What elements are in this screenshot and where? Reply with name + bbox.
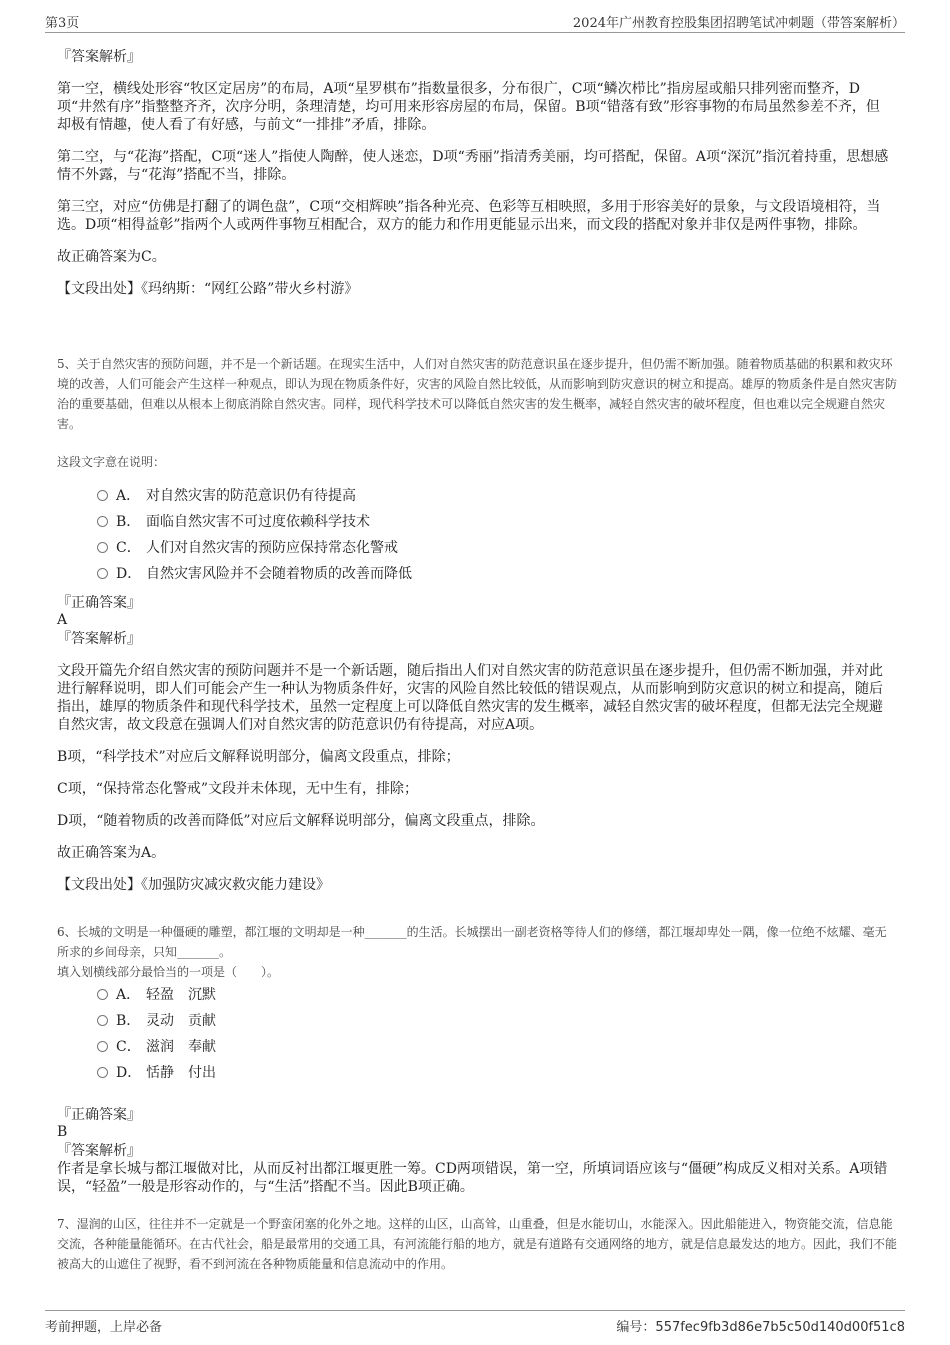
option-d[interactable]: D． 自然灾害风险并不会随着物质的改善而降低 — [97, 564, 412, 584]
correct-answer: A — [57, 612, 68, 628]
radio-button-icon[interactable] — [97, 516, 108, 527]
q6-answer — [57, 1104, 892, 1210]
option-d[interactable]: D． 恬静 付出 — [97, 1063, 216, 1083]
q5-answer — [57, 592, 892, 908]
question-5-prompt — [57, 452, 897, 472]
radio-button-icon[interactable] — [97, 989, 108, 1000]
analysis-paragraph: 第三空，对应“仿佛是打翻了的调色盘”，C项“交相辉映”指各种光亮、色彩等互相映照，多用于形容美好的景象，与文段语境相符，当选。D项“相得益彰”指两个人或两件事物互相配合，双方的能力和作用更能显示出来，而文段的搭配对象并非仅是两件事物，排除。 — [57, 199, 881, 233]
page-header — [45, 12, 905, 33]
question-text: 7、湿润的山区，往往并不一定就是一个野蛮闭塞的化外之地。这样的山区，山高耸，山重叠，但是水能切山，水能深入。因此船能进入，物资能交流，信息能交流，各种能量能循环。在古代社会，船是最常用的交通工具，有河流能行船的地方，就是有道路有交通网络的地方，就是信息最发达的地方。因此，我们不能被高大的山遮住了视野，看不到河流在各种物质能量和信息流动中的作用。 — [57, 1217, 898, 1271]
question-6-stem — [57, 922, 897, 982]
radio-button-icon[interactable] — [97, 1067, 108, 1078]
radio-button-icon[interactable] — [97, 568, 108, 579]
answer-summary: 故正确答案为A。 — [57, 845, 166, 861]
source-citation: 【文段出处】《玛纳斯：“网红公路”带火乡村游》 — [57, 281, 359, 297]
analysis-paragraph: 第一空，横线处形容“牧区定居房”的布局，A项“星罗棋布”指数量很多，分布很广，C项“鳞次栉比”指房屋或船只排列密而整齐，D项“井然有序”指整整齐齐，次序分明，条理清楚，均可用来形容房屋的布局，保留。B项“错落有致”形容事物的布局虽然参差不齐，但却极有情趣，使人看了有好感，与前文“一排排”矛盾，排除。 — [57, 81, 880, 133]
question-7-stem — [57, 1214, 897, 1274]
document-title: 2024年广州教育控股集团招聘笔试冲刺题（带答案解析） — [572, 16, 905, 31]
q4-analysis — [57, 46, 892, 312]
radio-button-icon[interactable] — [97, 490, 108, 501]
option-a[interactable]: A． 轻盈 沉默 — [97, 985, 216, 1005]
correct-answer-label: 『正确答案』 — [57, 595, 141, 611]
analysis-label: 『答案解析』 — [57, 49, 141, 65]
source-citation: 【文段出处】《加强防灾减灾救灾能力建设》 — [57, 877, 330, 893]
correct-answer-label: 『正确答案』 — [57, 1107, 141, 1123]
question-text: 6、长城的文明是一种僵硬的雕塑，都江堰的文明却是一种_______的生活。长城摆出一副老资格等待人们的修缮，都江堰却卑处一隅，像一位绝不炫耀、毫无所求的乡间母亲，只知_______。 — [57, 925, 887, 959]
analysis-paragraph: B项，“科学技术”对应后文解释说明部分，偏离文段重点，排除； — [57, 749, 460, 765]
analysis-paragraph: 作者是拿长城与都江堰做对比，从而反衬出都江堰更胜一筹。CD两项错误，第一空，所填词语应该与“僵硬”构成反义相对关系。A项错误，“轻盈”一般是形容动作的，与“生活”搭配不当。因此B项正确。 — [57, 1161, 888, 1195]
radio-button-icon[interactable] — [97, 1041, 108, 1052]
analysis-label: 『答案解析』 — [57, 1143, 141, 1159]
question-text: 5、关于自然灾害的预防问题，并不是一个新话题。在现实生活中，人们对自然灾害的防范意识虽在逐步提升，但仍需不断加强。随着物质基础的积累和救灾环境的改善，人们可能会产生这样一种观点，即认为现在物质条件好，灾害的风险自然比较低，从而影响到防灾意识的树立和提高。雄厚的物质条件是自然灾害防治的重要基础，但难以从根本上彻底消除自然灾害。同样，现代科学技术可以降低自然灾害的发生概率，减轻自然灾害的破坏程度，但也难以完全规避自然灾害。 — [57, 357, 898, 431]
analysis-label: 『答案解析』 — [57, 631, 141, 647]
question-5-stem — [57, 354, 897, 434]
footer-slogan: 考前押题，上岸必备 — [45, 1320, 163, 1335]
page-footer — [45, 1310, 905, 1336]
correct-answer: B — [57, 1124, 68, 1140]
answer-summary: 故正确答案为C。 — [57, 249, 166, 265]
option-c[interactable]: C． 人们对自然灾害的预防应保持常态化警戒 — [97, 538, 398, 558]
analysis-paragraph: C项，“保持常态化警戒”文段并未体现，无中生有，排除； — [57, 781, 419, 797]
document-id: 编号：557fec9fb3d86e7b5c50d140d00f51c8 — [616, 1320, 905, 1335]
analysis-paragraph: D项，“随着物质的改善而降低”对应后文解释说明部分，偏离文段重点，排除。 — [57, 813, 545, 829]
analysis-paragraph: 文段开篇先介绍自然灾害的预防问题并不是一个新话题，随后指出人们对自然灾害的防范意识虽在逐步提升，但仍需不断加强，并对此进行解释说明，即人们可能会产生一种认为物质条件好，灾害的风险自然比较低的错误观点，从而影响到防灾意识的树立和提高，随后指出，雄厚的物质条件和现代科学技术，虽然一定程度上可以降低自然灾害的发生概率，减轻自然灾害的破坏程度，但都无法完全规避自然灾害，故文段意在强调人们对自然灾害的防范意识仍有待提高，对应A项。 — [57, 663, 883, 733]
question-prompt: 这段文字意在说明： — [57, 455, 166, 469]
option-b[interactable]: B． 灵动 贡献 — [97, 1011, 216, 1031]
radio-button-icon[interactable] — [97, 1015, 108, 1026]
page-number: 第3页 — [45, 16, 80, 31]
option-c[interactable]: C． 滋润 奉献 — [97, 1037, 216, 1057]
option-a[interactable]: A． 对自然灾害的防范意识仍有待提高 — [97, 486, 356, 506]
analysis-paragraph: 第二空，与“花海”搭配，C项“迷人”指使人陶醉，使人迷恋，D项“秀丽”指清秀美丽，均可搭配，保留。A项“深沉”指沉着持重，思想感情不外露，与“花海”搭配不当，排除。 — [57, 149, 889, 183]
radio-button-icon[interactable] — [97, 542, 108, 553]
question-prompt: 填入划横线部分最恰当的一项是（ ）。 — [57, 965, 280, 979]
option-b[interactable]: B． 面临自然灾害不可过度依赖科学技术 — [97, 512, 370, 532]
